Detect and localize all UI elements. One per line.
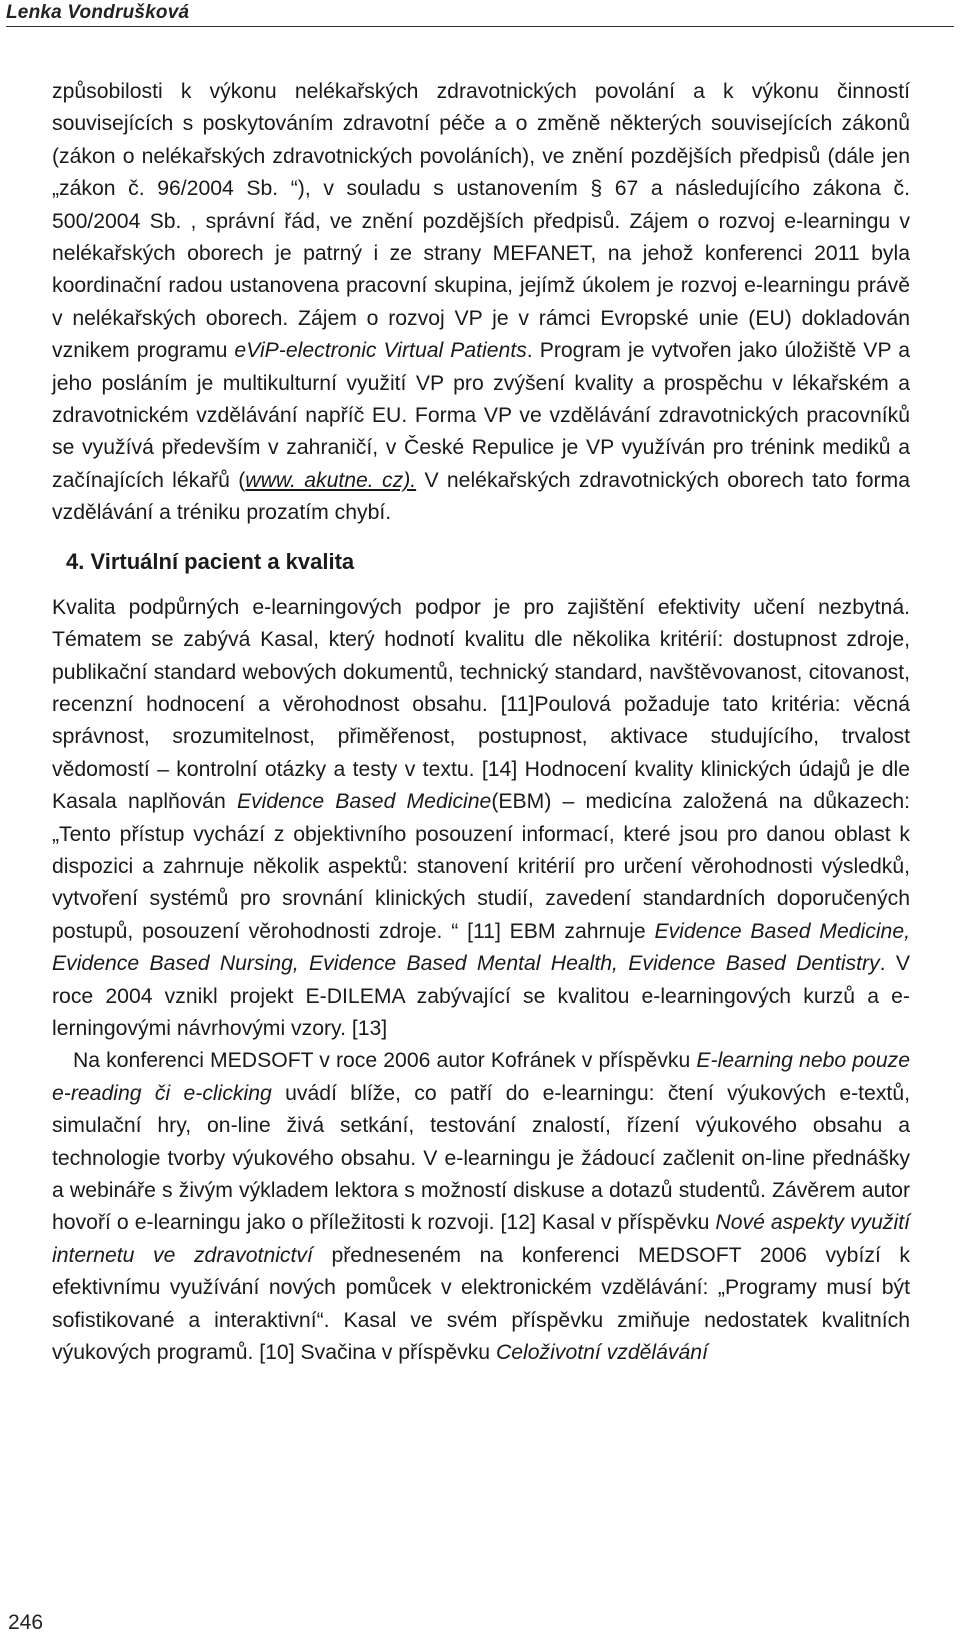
- body-text: [52, 76, 910, 1369]
- text-run: V nelékařských zdravotnických oborech tato forma vzdělávání a tréniku prozatím chybí.: [52, 468, 910, 525]
- page-header: [6, 0, 954, 26]
- text-run: (EBM) – medicína založená na důkazech: „Tento přístup vychází z objektivního posouzení informací, které jsou pro danou oblast k dispozici a zahrnuje několik aspektů: stanovení kritérií pro určení věrohodnosti výsledků, vytvoření systémů pro srovnání klinických studií, zavedení standardních doporučených postupů, posouzení věrohodnosti zdroje. “ [11] EBM zahrnuje: [52, 790, 910, 943]
- italic-paper-title: Nové aspekty využití internetu ve zdravotnictví: [52, 1211, 910, 1267]
- paragraph-intro: [52, 76, 910, 530]
- running-header-author: Lenka Vondrušková: [6, 2, 190, 23]
- page-number: 246: [8, 1611, 44, 1634]
- header-rule: [6, 26, 954, 27]
- paragraph-quality: [52, 592, 910, 1046]
- text-run: uvádí blíže, co patří do e-learningu: čtení výukových e-textů, simulační hry, on-line živá setkání, testování znalostí, řízení výukového obsahu a technologie tvorby výukového obsahu. V e-learningu je žádoucí začlenit on-line přednášky a webináře s živým výkladem lektora s možností diskuse a dotazů studentů. Závěrem autor hovoří o e-learningu jako o příležitosti k rozvoji. [12] Kasal v příspěvku: [52, 1081, 910, 1235]
- text-run: způsobilosti k výkonu nelékařských zdravotnických povolání a k výkonu činností souvisejících s poskytováním zdravotní péče a o změně některých souvisejících zákonů (zákon o nelékařských zdravotnických povoláních), ve znění pozdějších předpisů (dále jen „zákon č. 96/2004 Sb. “), v souladu s ustanovením § 67 a následujícího zákona č. 500/2004 Sb. , správní řád, ve znění pozdějších předpisů. Zájem o rozvoj e-learningu v nelékařských oborech je patrný i ze strany MEFANET, na jehož konferenci 2011 byla koordinační radou ustanovena pracovní skupina, jejímž úkolem je rozvoj e-learningu právě v nelékařských oborech. Zájem o rozvoj VP je v rámci Evropské unie (EU) dokladován vznikem programu: [52, 80, 910, 363]
- italic-term-list: Evidence Based Medicine, Evidence Based Nursing, Evidence Based Mental Health, Evidence Based Dentistry: [52, 919, 910, 976]
- text-run: . Program je vytvořen jako úložiště VP a jeho posláním je multikulturní využití VP pro zvýšení kvality a prospěchu v lékařském a zdravotnickém vzdělávání napříč EU. Forma VP ve vzdělávání zdravotnických pracovníků se využívá především v zahraničí, v České Repulice je VP využíván pro trénink mediků a začínajících lékařů (: [52, 339, 910, 492]
- text-run: Na konferenci MEDSOFT v roce 2006 autor Kofránek v příspěvku: [73, 1049, 697, 1073]
- paragraph-medsoft: [52, 1045, 910, 1369]
- text-run: předneseném na konferenci MEDSOFT 2006 vybízí k efektivnímu využívání nových pomůcek v elektronickém vzdělávání: „Programy musí být sofistikované a interaktivní“. Kasal ve svém příspěvku zmiňuje nedostatek kvalitních výukových programů. [10] Svačina v příspěvku: [52, 1243, 910, 1365]
- text-run: . V roce 2004 vznikl projekt E-DILEMA zabývající se kvalitou e-learningových kurzů a e-lerningovými návrhovými vzory. [13]: [52, 952, 910, 1040]
- italic-paper-title: E-learning nebo pouze e-reading či e-clicking: [52, 1049, 910, 1105]
- section-heading: 4. Virtuální pacient a kvalita: [66, 548, 355, 574]
- italic-paper-title: Celoživotní vzdělávání: [495, 1341, 708, 1365]
- text-run: Kvalita podpůrných e-learningových podpor je pro zajištění efektivity učení nezbytná. Tématem se zabývá Kasal, který hodnotí kvalitu dle několika kritérií: dostupnost zdroje, publikační standard webových dokumentů, technický standard, navštěvovanost, citovanost, recenzní hodnocení a věrohodnost obsahu. [11]Poulová požaduje tato kritéria: věcná správnost, srozumitelnost, přiměřenost, postupnost, aktivace studujícího, trvalost vědomostí – kontrolní otázky a testy v textu. [14] Hodnocení kvality klinických údajů je dle Kasala naplňován: [52, 595, 910, 814]
- italic-program-name: eViP-electronic Virtual Patients: [234, 339, 527, 363]
- italic-term: Evidence Based Medicine: [236, 790, 492, 814]
- url-link[interactable]: www. akutne. cz).: [245, 468, 417, 492]
